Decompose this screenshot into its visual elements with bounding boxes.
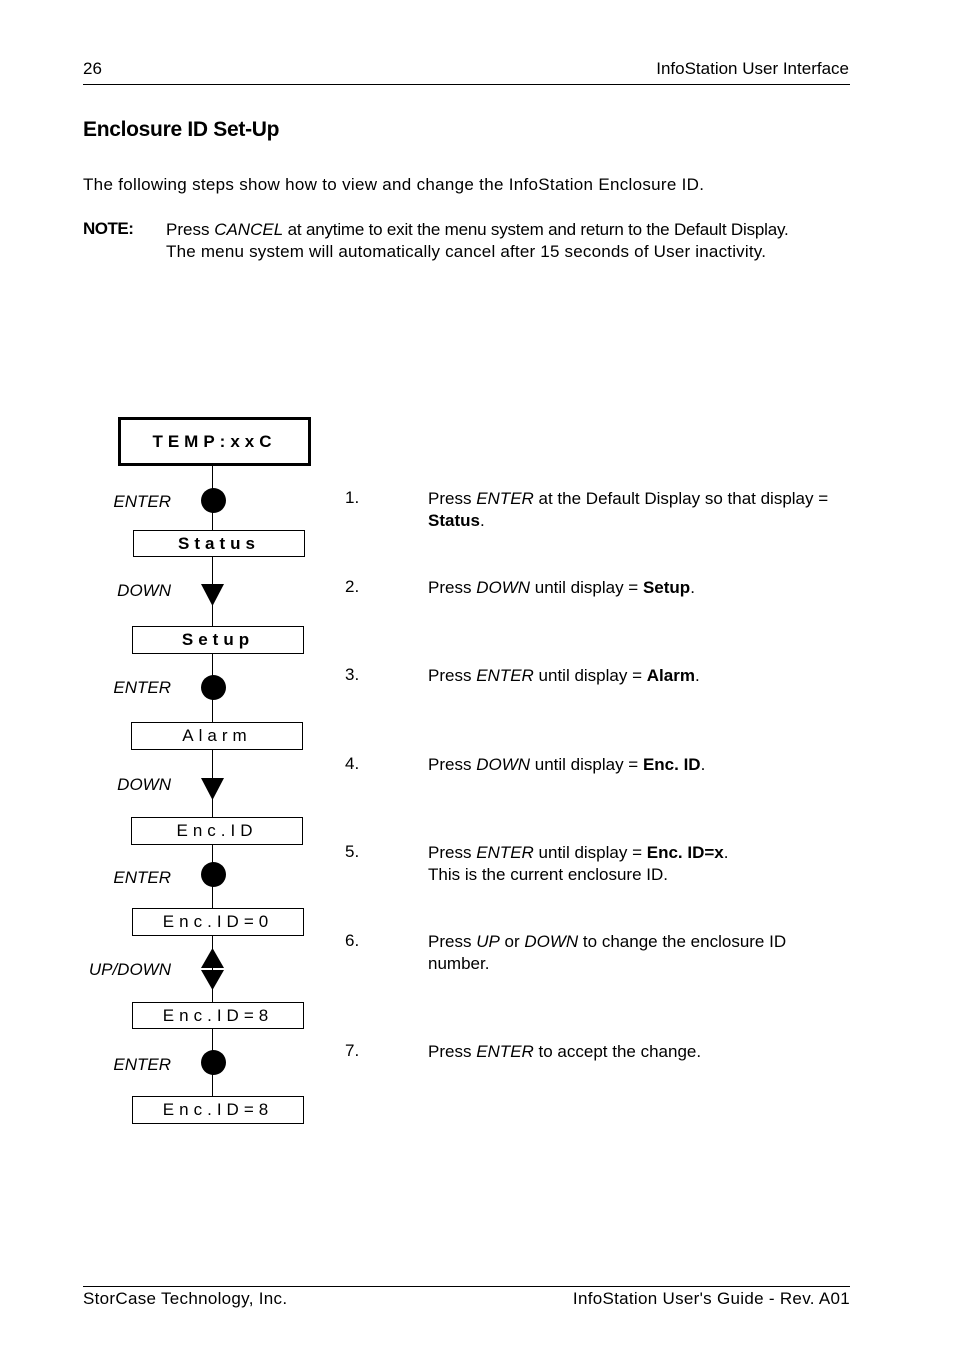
key-name: ENTER	[476, 1042, 534, 1061]
lcd-text: Enc.ID=0	[162, 912, 274, 931]
step-fragment: .	[700, 755, 706, 774]
page-number: 26	[83, 59, 102, 78]
enter-key-icon	[201, 488, 226, 513]
step-fragment: at the Default Display so that display =	[533, 489, 829, 508]
key-name: ENTER	[476, 843, 534, 862]
lcd-enc-id-current	[132, 908, 304, 936]
lcd-text: Setup	[181, 630, 255, 649]
step-fragment: .	[694, 666, 700, 685]
key-name: ENTER	[476, 489, 534, 508]
display-value: Enc. ID	[642, 755, 701, 774]
note-line2: The menu system will automatically cancel after 15 seconds of User inactivity.	[166, 242, 767, 261]
page-title: Enclosure ID Set-Up	[83, 118, 280, 141]
display-value: Alarm	[646, 666, 695, 685]
display-value: Setup	[642, 578, 691, 597]
action-label: DOWN	[117, 775, 171, 794]
step-text	[428, 488, 848, 532]
note-post: at anytime to exit the menu system and return to the Default Display.	[283, 220, 789, 239]
step-fragment: Press	[428, 578, 477, 597]
intro-paragraph: The following steps show how to view and change the InfoStation Enclosure ID.	[83, 175, 705, 194]
step-text	[428, 754, 848, 776]
step-number: 4.	[345, 754, 360, 773]
step-fragment: or	[499, 932, 525, 951]
note-text	[166, 219, 856, 263]
lcd-text: Enc.ID=8	[162, 1005, 274, 1025]
step-fragment: until display =	[530, 755, 643, 774]
step-text	[428, 931, 838, 975]
key-name: ENTER	[476, 666, 534, 685]
step-fragment: .	[690, 578, 695, 597]
action-label: ENTER	[113, 868, 171, 887]
note-cancel-key: CANCEL	[214, 220, 284, 239]
footer-company: StorCase Technology, Inc.	[83, 1289, 288, 1308]
step-fragment: to accept the change.	[533, 1042, 702, 1061]
lcd-text: Enc.ID=8	[162, 1100, 274, 1119]
step-fragment: Press	[428, 843, 477, 862]
key-name: DOWN	[524, 932, 579, 951]
step-number: 1.	[345, 488, 360, 507]
enter-key-icon	[201, 675, 226, 700]
footer-doc-title: InfoStation User's Guide - Rev. A01	[572, 1289, 850, 1308]
step-fragment: This is the current enclosure ID.	[428, 865, 668, 884]
step-fragment: Press	[428, 489, 477, 508]
display-value: Status	[428, 511, 480, 530]
note-pre: Press	[166, 220, 215, 239]
step-number: 6.	[345, 931, 360, 950]
action-label: ENTER	[113, 678, 171, 697]
step-number: 3.	[345, 665, 360, 684]
up-down-arrow-icon	[201, 948, 224, 990]
step-number: 7.	[345, 1041, 360, 1060]
step-fragment: Press	[428, 1042, 477, 1061]
step-text	[428, 577, 848, 599]
step-fragment: until display =	[533, 843, 647, 862]
step-text	[428, 665, 848, 687]
step-fragment: until display =	[530, 578, 643, 597]
step-fragment: until display =	[533, 666, 647, 685]
step-fragment: Press	[428, 666, 477, 685]
step-text	[428, 842, 848, 886]
down-arrow-icon	[201, 778, 224, 800]
step-fragment: to change the enclosure ID number.	[428, 932, 787, 973]
display-value: Enc. ID=x	[646, 843, 724, 862]
action-label: UP/DOWN	[88, 960, 171, 979]
lcd-default-display	[118, 417, 311, 466]
lcd-text: Alarm	[182, 726, 252, 745]
lcd-text: Enc.ID	[176, 821, 258, 840]
header-section-title: InfoStation User Interface	[656, 59, 849, 78]
step-number: 2.	[345, 577, 360, 596]
action-label: ENTER	[113, 1055, 171, 1074]
header-rule	[83, 84, 850, 85]
key-name: UP	[476, 932, 500, 951]
step-fragment: Press	[428, 932, 477, 951]
lcd-enc-id	[131, 817, 303, 845]
key-name: DOWN	[476, 755, 531, 774]
enter-key-icon	[201, 862, 226, 887]
lcd-enc-id-changed	[132, 1002, 304, 1029]
action-label: ENTER	[113, 492, 171, 511]
lcd-setup	[132, 626, 304, 654]
lcd-text: Status	[178, 533, 260, 553]
note-label: NOTE:	[83, 219, 134, 238]
lcd-text: TEMP:xxC	[152, 431, 277, 451]
action-label: DOWN	[117, 581, 171, 600]
step-text	[428, 1041, 848, 1063]
step-fragment: .	[723, 843, 729, 862]
step-number: 5.	[345, 842, 360, 861]
lcd-enc-id-accepted	[132, 1096, 304, 1124]
step-fragment: .	[479, 511, 485, 530]
enter-key-icon	[201, 1050, 226, 1075]
lcd-status	[133, 530, 305, 557]
key-name: DOWN	[476, 578, 531, 597]
down-arrow-icon	[201, 584, 224, 606]
footer-rule	[83, 1286, 850, 1287]
lcd-alarm	[131, 722, 303, 750]
step-fragment: Press	[428, 755, 477, 774]
